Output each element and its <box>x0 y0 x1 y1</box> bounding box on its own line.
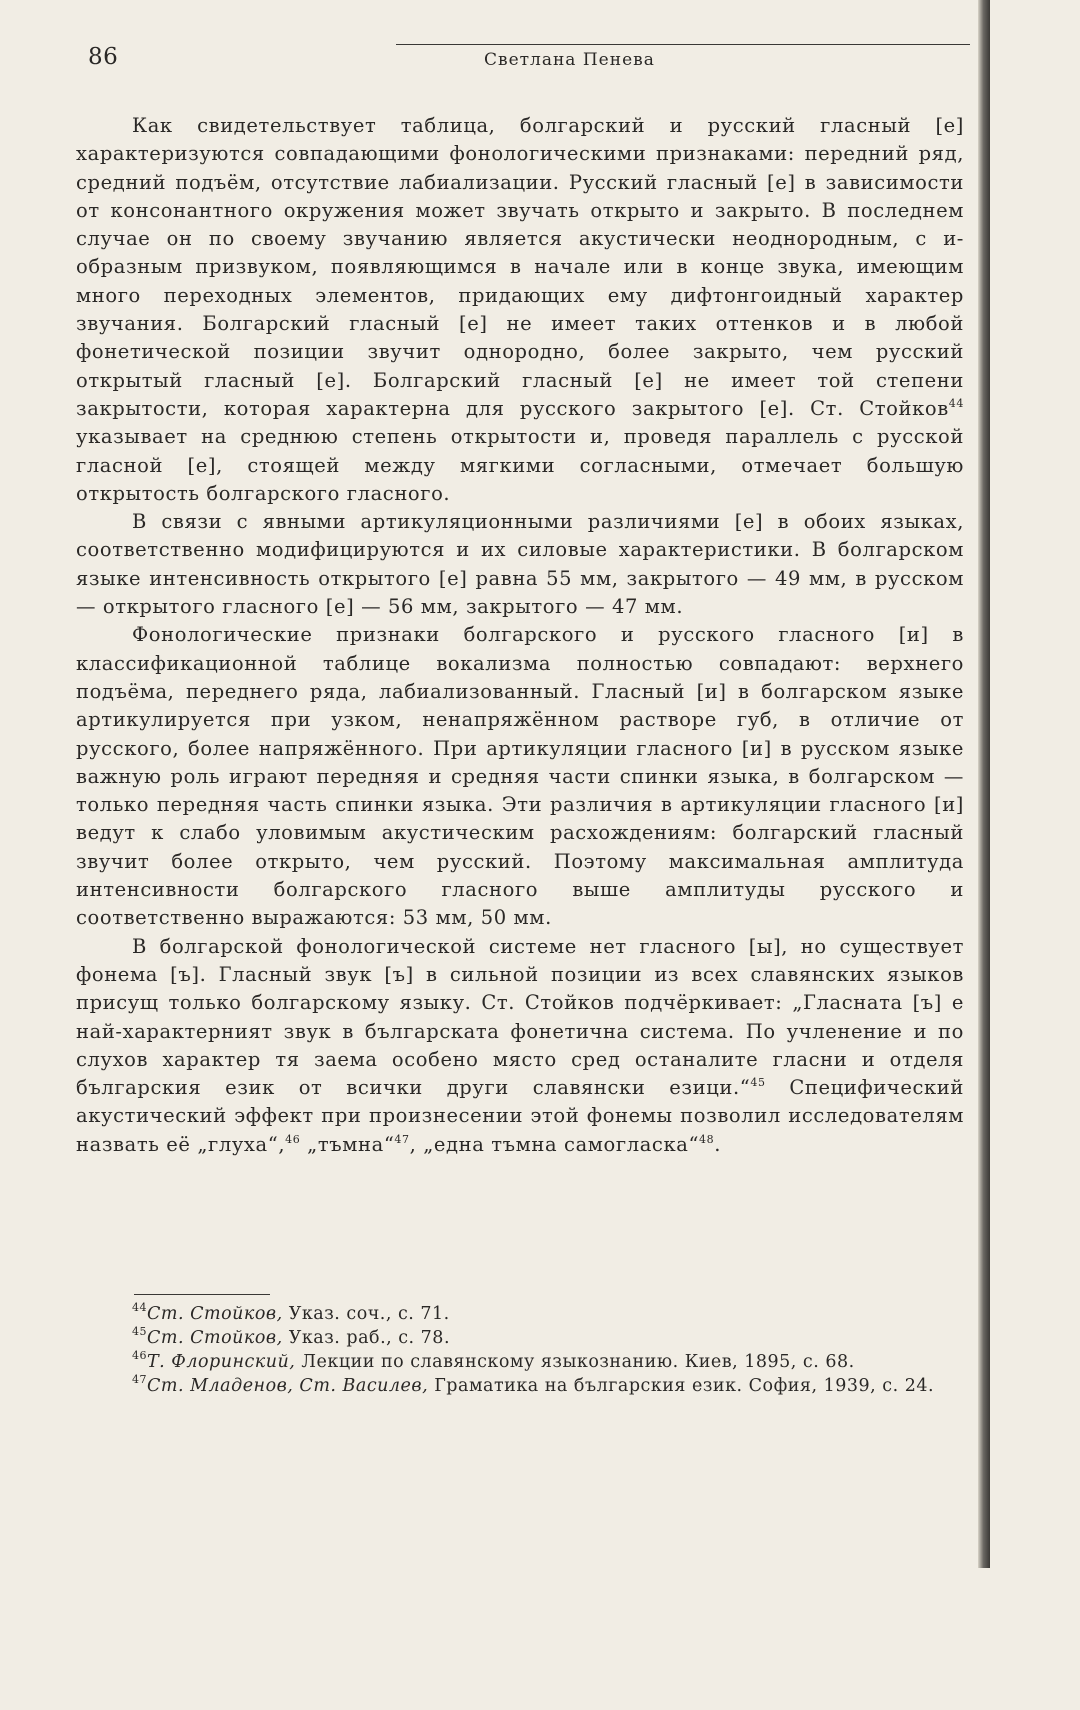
footnote <box>74 1350 962 1374</box>
footnote-separator <box>134 1294 270 1295</box>
footnote <box>74 1326 962 1350</box>
text-run: Фонологические признаки болгарского и русского гласного [и] в классификационной таблице вокализма полностью совпадают: верхнего подъёма, переднего ряда, лабиализованный. Гласный [и] в болгарском языке артикулируется при узком, ненапряжённом растворе губ, в отличие от русского, более напряжённого. При артикуляции гласного [и] в русском языке важную роль играют передняя и средняя части спинки языка, в болгарском — только передняя часть спинки языка. Эти различия в артикуляции гласного [и] ведут к слабо уловимым акустическим расхождениям: болгарский гласный звучит более открыто, чем русский. Поэтому максимальная амплитуда интенсивности болгарского гласного выше амплитуды русского и соответственно выражаются: 53 мм, 50 мм. <box>76 623 964 930</box>
footnote-number: 44 <box>132 1301 147 1314</box>
text-run: В болгарской фонологической системе нет гласного [ы], но существует фонема [ъ]. Гласный звук [ъ] в сильной позиции из всех славянских языков присущ только болгарскому языку. Ст. Стойков подчёркивает: „Гласната [ъ] е най-характерният звук в българската фонетична система. По учленение и по слухов характер тя заема особено място сред останалите гласни и отделя българския език от всички други славянски езици.“ <box>76 934 964 1100</box>
footnote-number: 45 <box>132 1325 147 1338</box>
footnote-text: Указ. раб., с. 78. <box>282 1328 451 1348</box>
text-run: В связи с явными артикуляционными различиями [е] в обоих языках, соответственно модифицируются и их силовые характеристики. В болгарском языке интенсивность открытого [е] равна 55 мм, закрытого — 49 мм, в русском — открытого гласного [е] — 56 мм, закрытого — 47 мм. <box>76 510 964 619</box>
footnote-text: Лекции по славянскому языкознанию. Киев, 1895, с. 68. <box>295 1352 855 1372</box>
paragraph <box>76 112 964 508</box>
footnote-author: Ст. Стойков, <box>147 1328 283 1348</box>
paragraph <box>76 508 964 621</box>
paragraph <box>76 621 964 932</box>
page-number: 86 <box>88 44 119 70</box>
footnote-number: 47 <box>132 1373 147 1386</box>
footnote-number: 46 <box>132 1349 147 1362</box>
footnote-text: Указ. соч., с. 71. <box>282 1304 450 1324</box>
footnote-ref: 44 <box>948 396 964 410</box>
header-rule <box>396 44 970 45</box>
footnote <box>74 1302 962 1326</box>
text-run: Как свидетельствует таблица, болгарский и русский гласный [е] характеризуются совпадающими фонологическими признаками: передний ряд, средний подъём, отсутствие лабиализации. Русский гласный [е] в зависимости от консонантного окружения может звучать открыто и закрыто. В последнем случае он по своему звучанию является акустически неоднородным, с и-образным призвуком, появляющимся в начале или в конце звука, имеющим много переходных элементов, придающих ему дифтонгоидный характер звучания. Болгарский гласный [е] не имеет таких оттенков и в любой фонетической позиции звучит однородно, более закрыто, чем русский открытый гласный [е]. Болгарский гласный [е] не имеет той степени закрытости, которая характерна для русского закрытого [е]. Ст. Стойков <box>76 114 964 420</box>
paragraph <box>76 933 964 1159</box>
footnote-ref: 47 <box>394 1132 410 1146</box>
text-run: . <box>714 1132 722 1156</box>
footnote-ref: 45 <box>750 1076 766 1090</box>
footnotes <box>74 1302 962 1398</box>
text-run: указывает на среднюю степень открытости и, проведя параллель с русской гласной [е], стоящей между мягкими согласными, отмечает большую открытость болгарского гласного. <box>76 425 964 505</box>
footnote <box>74 1374 962 1398</box>
footnote-ref: 46 <box>285 1132 301 1146</box>
footnote-author: Ст. Младенов, Ст. Василев, <box>147 1376 429 1396</box>
text-run: Специфический акустический эффект при произнесении этой фонемы позволил исследователям назвать её „глуха“, <box>76 1076 964 1156</box>
running-head: Светлана Пенева <box>484 50 655 70</box>
text-run: , „една тъмна самогласка“ <box>409 1132 700 1156</box>
main-text <box>76 112 964 1159</box>
footnote-ref: 48 <box>699 1132 715 1146</box>
text-run: „тъмна“ <box>300 1132 395 1156</box>
page-header <box>84 44 970 84</box>
footnote-text: Граматика на българския език. София, 1939, с. 24. <box>428 1376 935 1396</box>
page-edge-shadow <box>978 0 990 1568</box>
footnote-author: Ст. Стойков, <box>147 1304 283 1324</box>
footnote-author: Т. Флоринский, <box>147 1352 296 1372</box>
